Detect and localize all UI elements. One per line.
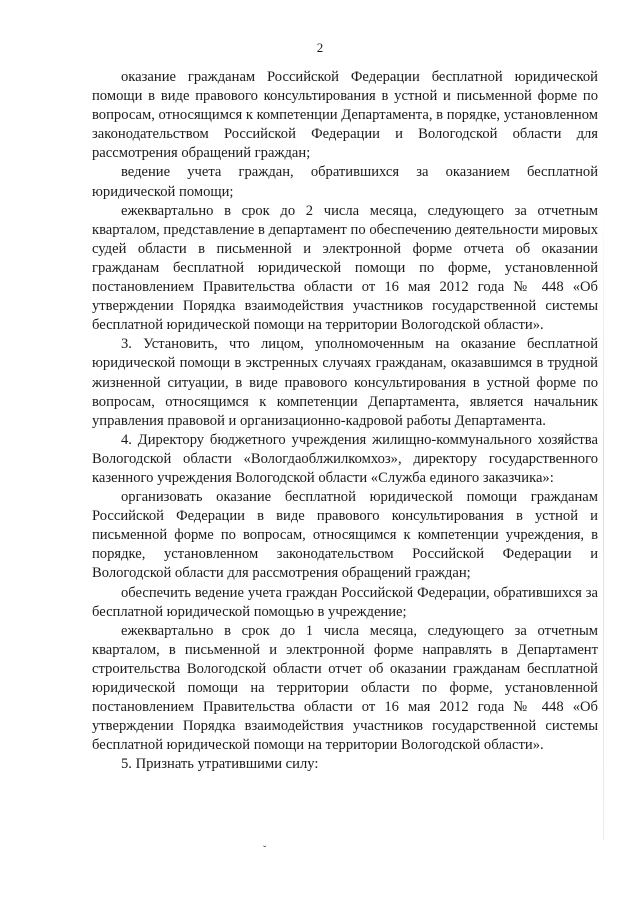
page-number: 2 (316, 40, 324, 55)
paragraph-item-5: 5. Признать утратившими силу: (121, 756, 319, 773)
paragraph-quarterly-report: ежеквартально в срок до 2 числа месяца, следующего за отчетным кварталом, представление в департамент по обеспечению деятельности мировых судей области в письменной и электронной форме отчета об оказании гражданам бесплатной юридической помощи по форме, установленной постановлением Правительства области от 16 мая 2012 года № 448 «Об утверждении Порядка взаимодействия участников государственной системы бесплатной юридической помощи на территории Вологодской области». (92, 202, 598, 334)
paragraph-quarterly-report-institutions: ежеквартально в срок до 1 числа месяца, следующего за отчетным кварталом, в письменной и электронной форме направлять в Департамент строительства Вологодской области отчет об оказании гражданам бесплатной юридической помощи на территории области по форме, установленной постановлением Правительства области от 16 мая 2012 года № 448 «Об утверждении Порядка взаимодействия участников государственной системы бесплатной юридической помощи на территории Вологодской области». (92, 622, 598, 754)
footer-mark: ˇ (263, 845, 267, 856)
paragraph-item-3: 3. Установить, что лицом, уполномоченным на оказание бесплатной юридической помощи в экстренных случаях гражданам, оказавшимся в трудной жизненной ситуации, в виде правового консультирования в устной форме по вопросам, относящимся к компетенции Департамента, является начальник управления правовой и организационно-кадровой работы Департамента. (92, 336, 598, 429)
scan-edge-line (603, 200, 604, 840)
paragraph-ensure-records: обеспечить ведение учета граждан Российской Федерации, обратившихся за бесплатной юридической помощью в учреждение; (92, 584, 598, 620)
document-body (92, 68, 598, 774)
paragraph-organize-legal-aid: организовать оказание бесплатной юридической помощи гражданам Российской Федерации в виде правового консультирования в устной и письменной форме по вопросам, относящимся к компетенции учреждения, в порядке, установленном законодательством Российской Федерации и Вологодской области для рассмотрения обращений граждан; (92, 489, 598, 582)
paragraph-legal-aid-consulting: оказание гражданам Российской Федерации бесплатной юридической помощи в виде правового консультирования в устной и письменной форме по вопросам, относящимся к компетенции Департамента, в порядке, установленном законодательством Российской Федерации и Вологодской области для рассмотрения обращений граждан; (92, 69, 598, 162)
paragraph-item-4: 4. Директору бюджетного учреждения жилищно-коммунального хозяйства Вологодской области «Вологдаоблжилкомхоз», директору государственного казенного учреждения Вологодской области «Служба единого заказчика»: (92, 431, 598, 486)
paragraph-citizen-records: ведение учета граждан, обратившихся за оказанием бесплатной юридической помощи; (92, 164, 598, 200)
